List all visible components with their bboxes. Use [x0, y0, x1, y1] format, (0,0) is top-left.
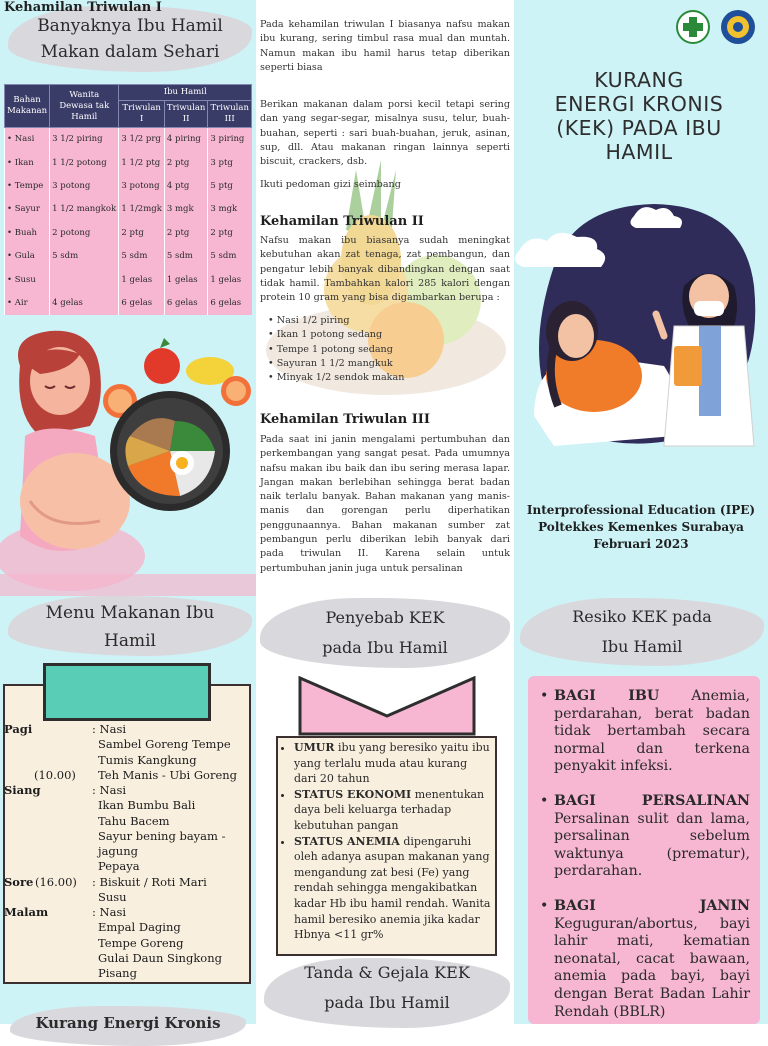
cause-item-age: • UMUR ibu yang beresiko yaitu ibu yang terlalu muda atau kurang dari 20 tahun [294, 740, 491, 787]
afternoon-items: : Biskuit / Roti Mari Susu [92, 875, 207, 905]
trimester-1-heading: Kehamilan Triwulan I [4, 0, 162, 15]
table-cell-t2: 1 gelas [164, 268, 208, 291]
kek-bottom-title: Kurang Energi Kronis [10, 1006, 246, 1046]
table-row [5, 174, 252, 197]
header-food: Bahan Makanan [5, 85, 50, 128]
kek-risks-title: Resiko KEK pada Ibu Hamil [520, 598, 764, 666]
table-cell-t3: 3 ptg [208, 151, 252, 174]
ribbon-decoration [298, 676, 476, 736]
daily-portion-table [4, 84, 252, 315]
table-cell-t2: 2 ptg [164, 221, 208, 244]
header-pregnant: Ibu Hamil [119, 85, 252, 101]
leaflet-main-title: KURANG ENERGI KRONIS (KEK) PADA IBU HAMIL [554, 68, 724, 164]
table-cell-adult [50, 268, 119, 291]
kek-signs-title: Tanda & Gejala KEK pada Ibu Hamil [264, 958, 510, 1028]
table-cell-adult: 1 1/2 potong [50, 151, 119, 174]
table-cell-adult: 3 1/2 piring [50, 128, 119, 151]
table-cell-t3: 5 ptg [208, 174, 252, 197]
table-cell-t3: 1 gelas [208, 268, 252, 291]
table-body [5, 128, 252, 315]
table-cell-t1: 1 1/2mgk [119, 198, 164, 221]
table-row [5, 268, 252, 291]
table-row [5, 244, 252, 267]
header-trimester-1: Triwulan I [119, 101, 164, 128]
list-item: • Ikan 1 potong sedang [268, 328, 498, 342]
table-row [5, 221, 252, 244]
kek-causes-title: Penyebab KEK pada Ibu Hamil [260, 598, 510, 668]
table-cell-t1: 3 1/2 prg [119, 128, 164, 151]
table-cell-food: • Air [5, 291, 50, 314]
lunch-items: : Nasi Ikan Bumbu Bali Tahu Bacem Sayur bening bayam - jagung Pepaya [92, 783, 226, 874]
header-trimester-3: Triwulan III [208, 101, 252, 128]
table-cell-t2: 3 mgk [164, 198, 208, 221]
breakfast-items: : Nasi Sambel Goreng Tempe Tumis Kangkung [92, 722, 231, 767]
trimester-3-text: Pada saat ini janin mengalami pertumbuhan dan perkembangan yang sangat pesat. Pada umumnya nafsu makan ibu baik dan ibu sering merasa lapar. Jangan makan berlebihan sehingga berat badan naik terlalu banyak. Bahan makanan yang manis-manis dan gorengan perlu diperhatikan penggunaannya. Bahan makanan sumber zat pembangun perlu diberikan lebih banyak dari pada triwulan II. Karena selain untuk pertumbuhan janin juga untuk persalinan [260, 434, 510, 574]
table-cell-t1: 5 sdm [119, 244, 164, 267]
table-cell-t1: 2 ptg [119, 221, 164, 244]
table-cell-t1: 3 potong [119, 174, 164, 197]
table-cell-food: • Sayur [5, 198, 50, 221]
kek-risks-box [528, 676, 760, 1024]
table-cell-t3: 2 ptg [208, 221, 252, 244]
table-cell-food: • Susu [5, 268, 50, 291]
list-item: • Sayuran 1 1/2 mangkuk [268, 357, 498, 371]
table-cell-adult: 4 gelas [50, 291, 119, 314]
kek-causes-box [276, 736, 497, 956]
trimester-1-text-3: Ikuti pedoman gizi seimbang [260, 179, 401, 190]
table-cell-food: • Ikan [5, 151, 50, 174]
table-cell-t2: 2 ptg [164, 151, 208, 174]
table-cell-t1: 1 1/2 ptg [119, 151, 164, 174]
table-cell-food: • Buah [5, 221, 50, 244]
list-item: • Tempe 1 potong sedang [268, 343, 498, 357]
menu-card-tab [43, 663, 211, 721]
table-cell-adult: 5 sdm [50, 244, 119, 267]
trimester-2-text: Nafsu makan ibu biasanya sudah meningkat kebutuhan akan zat tenaga, zat pembangun, dan pengatur lebih banyak dibandingkan dengan saat tidak hamil. Tambahkan kalori 285 kalori dengan protein 10 gram yang bisa digambarkan berupa : [260, 235, 510, 304]
table-cell-food: • Tempe [5, 174, 50, 197]
trimester-3-heading: Kehamilan Triwulan III [260, 412, 430, 427]
table-cell-t1: 1 gelas [119, 268, 164, 291]
risk-item-mother: • BAGI IBU Anemia, perdarahan, berat badan tidak bertambah secara normal dan terkena penyakit infeksi. [540, 688, 750, 776]
cause-item-anemia: • STATUS ANEMIA dipengaruhi oleh adanya asupan makanan yang mengandung zat besi (Fe) yang rendah sehingga mengakibatkan kadar Hb ibu hamil rendah. Wanita hamil beresiko anemia jika kadar Hbnya <11 gr% [294, 834, 491, 943]
menu-title: Menu Makanan Ibu Hamil [8, 596, 252, 656]
trimester-1-text-1: Pada kehamilan triwulan I biasanya nafsu makan ibu kurang, sering timbul rasa mual dan muntah. Namun makan ibu hamil harus tetap diberikan seperti biasa [260, 19, 510, 73]
trimester-2-list [268, 314, 498, 385]
dinner-items: : Nasi Empal Daging Tempe Goreng Gulai Daun Singkong Pisang [92, 905, 222, 981]
table-cell-t3: 6 gelas [208, 291, 252, 314]
table-cell-food: • Gula [5, 244, 50, 267]
table-cell-adult: 2 potong [50, 221, 119, 244]
risk-item-delivery: • BAGI PERSALINAN Persalinan sulit dan lama, persalinan sebelum waktunya (prematur), perdarahan. [540, 793, 750, 881]
table-cell-t3: 3 piring [208, 128, 252, 151]
table-cell-t1: 6 gelas [119, 291, 164, 314]
trimester-1-text-2: Berikan makanan dalam porsi kecil tetapi sering dan yang segar-segar, misalnya susu, telur, buah-buahan, seperti : sari buah-buahan, jeruk, asinan, sup, dll. Atau makanan ringan lainnya seperti biscuit, crackers, dsb. [260, 99, 510, 168]
table-cell-t3: 5 sdm [208, 244, 252, 267]
table-cell-t2: 4 ptg [164, 174, 208, 197]
table-cell-adult: 3 potong [50, 174, 119, 197]
table-row [5, 291, 252, 314]
table-cell-t3: 3 mgk [208, 198, 252, 221]
table-cell-t2: 6 gelas [164, 291, 208, 314]
table-cell-food: • Nasi [5, 128, 50, 151]
table-row [5, 128, 252, 151]
header-trimester-2: Triwulan II [164, 101, 208, 128]
table-cell-t2: 4 piring [164, 128, 208, 151]
list-item: • Nasi 1/2 piring [268, 314, 498, 328]
trimester-2-heading: Kehamilan Triwulan II [260, 214, 424, 229]
cause-item-economy: • STATUS EKONOMI menentukan daya beli keluarga terhadap kebutuhan pangan [294, 787, 491, 834]
table-row [5, 151, 252, 174]
table-cell-adult: 1 1/2 mangkok [50, 198, 119, 221]
risk-item-fetus: • BAGI JANIN Keguguran/abortus, bayi lahir mati, kematian neonatal, cacat bawaan, anemia pada bayi, bayi dengan Berat Badan Lahir Rendah (BBLR) [540, 898, 750, 1021]
institution-logos [676, 8, 764, 46]
ipe-credits: Interprofessional Education (IPE) Poltekkes Kemenkes Surabaya Februari 2023 [526, 503, 756, 551]
header-adult: Wanita Dewasa tak Hamil [50, 85, 119, 128]
daily-meals-title: Banyaknya Ibu Hamil Makan dalam Sehari [8, 6, 252, 72]
list-item: • Minyak 1/2 sendok makan [268, 371, 498, 385]
doctor-and-patient-illustration [514, 196, 768, 458]
table-cell-t2: 5 sdm [164, 244, 208, 267]
table-row [5, 198, 252, 221]
pregnant-mother-illustration [0, 326, 256, 596]
